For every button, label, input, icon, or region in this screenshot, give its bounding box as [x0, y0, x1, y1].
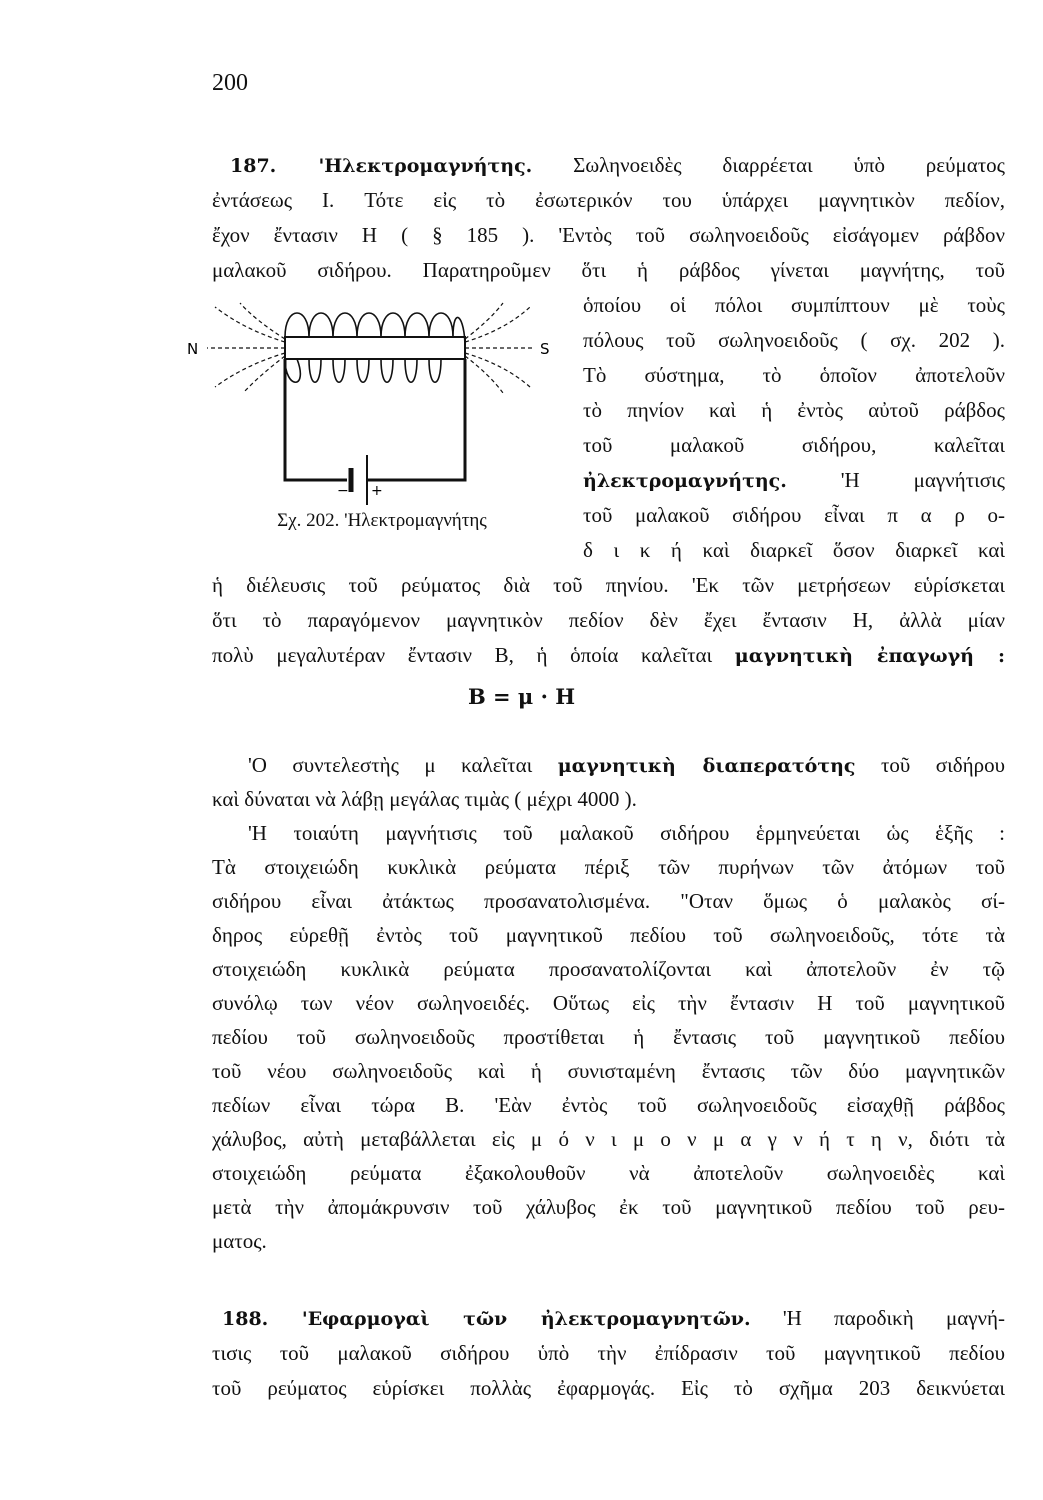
- text-segment: ματος.: [212, 1229, 267, 1253]
- text-line: [248, 816, 1005, 851]
- equation: B = μ · H: [467, 684, 576, 709]
- text-line: [583, 393, 1005, 428]
- text-line: [230, 148, 1005, 183]
- text-segment: πόλους τοῦ σωληνοειδοῦς ( σχ. 202 ).: [583, 328, 1005, 352]
- text-segment: μετὰ τὴν ἀπομάκρυνσιν τοῦ χάλυβος ἐκ τοῦ μαγνητικοῦ πεδίου τοῦ ρευ-: [212, 1195, 1005, 1219]
- bold-heading-text: ἠλεκτρομαγνήτης.: [583, 470, 787, 492]
- text-line: [212, 1224, 1005, 1259]
- text-segment: ἡ διέλευσις τοῦ ρεύματος διὰ τοῦ πηνίου. 'Εκ τῶν μετρήσεων εὑρίσκεται: [212, 573, 1005, 597]
- bold-heading-text: μαγνητικὴ διαπερατότης: [557, 755, 856, 777]
- text-line: [583, 358, 1005, 393]
- text-segment: ὅτι τὸ παραγόμενον μαγνητικὸν πεδίον δὲν ἔχει ἔντασιν H, ἀλλὰ μίαν: [212, 608, 1005, 632]
- text-line: [212, 568, 1005, 603]
- text-segment: στοιχειώδη ρεύματα ἐξακολουθοῦν νὰ ἀποτελοῦν σωληνοειδὲς καὶ: [212, 1161, 1005, 1185]
- text-segment: 'Η παροδικὴ μαγνή-: [750, 1306, 1005, 1330]
- text-line: [583, 288, 1005, 323]
- south-label: S: [540, 340, 550, 358]
- text-segment: Τὸ σύστημα, τὸ ὁποῖον ἀποτελοῦν: [583, 363, 1005, 387]
- text-segment: 'Ο συντελεστὴς μ καλεῖται: [248, 753, 558, 777]
- text-line: [583, 533, 1005, 568]
- text-segment: στοιχειώδη κυκλικὰ ρεύματα προσανατολίζονται καὶ ἀποτελοῦν ἐν τῷ: [212, 957, 1005, 981]
- text-segment: δ ι κ ή καὶ διαρκεῖ ὅσον διαρκεῖ καὶ: [583, 538, 1005, 562]
- text-line: [212, 1336, 1005, 1371]
- minus-label: −: [337, 483, 349, 499]
- text-line: [212, 1190, 1005, 1225]
- text-segment: ἔχον ἔντασιν H ( § 185 ). 'Εντὸς τοῦ σωληνοειδοῦς εἰσάγομεν ράβδον: [212, 223, 1005, 247]
- text-segment: πολὺ μεγαλυτέραν ἔντασιν B, ἡ ὁποία καλεῖται: [212, 643, 735, 667]
- text-line: [212, 1020, 1005, 1055]
- text-segment: συνόλῳ των νέον σωληνοειδές. Οὕτως εἰς τὴν ἔντασιν H τοῦ μαγνητικοῦ: [212, 991, 1005, 1015]
- text-line: [212, 638, 1005, 673]
- text-segment: Σωληνοειδὲς διαρρέεται ὑπὸ ρεύματος: [532, 153, 1005, 177]
- north-label: N: [187, 340, 199, 358]
- text-line: [248, 748, 1005, 783]
- text-segment: τοῦ ρεύματος εὑρίσκει πολλὰς ἐφαρμογάς. Εἰς τὸ σχῆμα 203 δεικνύεται: [212, 1376, 1005, 1400]
- text-line: [583, 323, 1005, 358]
- text-line: [212, 1088, 1005, 1123]
- text-segment: μαλακοῦ σιδήρου. Παρατηροῦμεν ὅτι ἡ ράβδος γίνεται μαγνήτης, τοῦ: [212, 258, 1005, 282]
- text-segment: τοῦ μαλακοῦ σιδήρου, καλεῖται: [583, 433, 1005, 457]
- plus-label: +: [371, 483, 383, 499]
- text-segment: τοῦ νέου σωληνοειδοῦς καὶ ἡ συνισταμένη ἔντασις τῶν δύο μαγνητικῶν: [212, 1059, 1005, 1083]
- bold-heading-text: 187. 'Ηλεκτρομαγνήτης.: [230, 155, 533, 177]
- text-segment: ἐντάσεως I. Τότε εἰς τὸ ἐσωτερικόν του ὑπάρχει μαγνητικὸν πεδίον,: [212, 188, 1005, 212]
- electromagnet-figure: [185, 295, 555, 510]
- text-segment: Τὰ στοιχειώδη κυκλικὰ ρεύματα πέριξ τῶν πυρήνων τῶν ἀτόμων τοῦ: [212, 855, 1005, 879]
- text-line: [583, 428, 1005, 463]
- text-line: [222, 1301, 1005, 1336]
- text-line: [212, 183, 1005, 218]
- text-segment: 'Η τοιαύτη μαγνήτισις τοῦ μαλακοῦ σιδήρου ἑρμηνεύεται ὡς ἑξῆς :: [248, 821, 1005, 845]
- text-line: [212, 986, 1005, 1021]
- text-line: [212, 1122, 1005, 1157]
- text-line: [212, 603, 1005, 638]
- circuit-wires: [285, 359, 465, 480]
- field-lines: [207, 303, 535, 393]
- text-line: [212, 218, 1005, 253]
- text-segment: τοῦ μαλακοῦ σιδήρου εἶναι π α ρ ο-: [583, 503, 1005, 527]
- coil-windings: [285, 313, 465, 382]
- bold-heading-text: 188. 'Εφαρμογαὶ τῶν ἠλεκτρομαγνητῶν.: [222, 1308, 751, 1330]
- text-segment: τοῦ σιδήρου: [855, 753, 1005, 777]
- text-segment: πεδίου τοῦ σωληνοειδοῦς προστίθεται ἡ ἔντασις τοῦ μαγνητικοῦ πεδίου: [212, 1025, 1005, 1049]
- text-line: [583, 463, 1005, 498]
- text-line: [212, 850, 1005, 885]
- text-line: [212, 1156, 1005, 1191]
- page-number: 200: [212, 70, 248, 96]
- text-segment: δηρος εὑρεθῇ ἐντὸς τοῦ μαγνητικοῦ πεδίου τοῦ σωληνοειδοῦς, τότε τὰ: [212, 923, 1005, 947]
- text-segment: τὸ πηνίον καὶ ἡ ἐντὸς αὐτοῦ ράβδος: [583, 398, 1005, 422]
- text-segment: καὶ δύναται νὰ λάβῃ μεγάλας τιμὰς ( μέχρι 4000 ).: [212, 787, 637, 811]
- text-line: [212, 1054, 1005, 1089]
- text-line: [212, 952, 1005, 987]
- text-segment: πεδίων εἶναι τώρα B. 'Εὰν ἐντὸς τοῦ σωληνοειδοῦς εἰσαχθῇ ράβδος: [212, 1093, 1005, 1117]
- bold-heading-text: μαγνητικὴ ἐπαγωγή :: [734, 645, 1005, 667]
- text-line: [212, 918, 1005, 953]
- text-line: [212, 1371, 1005, 1406]
- text-segment: τισις τοῦ μαλακοῦ σιδήρου ὑπὸ τὴν ἐπίδρασιν τοῦ μαγνητικοῦ πεδίου: [212, 1341, 1005, 1365]
- text-line: [212, 782, 1005, 817]
- iron-core: [285, 337, 465, 359]
- text-segment: 'Η μαγνήτισις: [786, 468, 1005, 492]
- figure-caption: Σχ. 202. 'Ηλεκτρομαγνήτης: [277, 510, 487, 531]
- text-segment: χάλυβος, αὐτὴ μεταβάλλεται εἰς μ ό ν ι μ ο ν μ α γ ν ή τ η ν, διότι τὰ: [212, 1127, 1005, 1151]
- text-segment: σιδήρου εἶναι ἀτάκτως προσανατολισμένα. "Οταν ὅμως ὁ μαλακὸς σί-: [212, 889, 1005, 913]
- text-line: [212, 884, 1005, 919]
- text-line: [583, 498, 1005, 533]
- text-line: [212, 253, 1005, 288]
- text-segment: ὁποίου οἱ πόλοι συμπίπτουν μὲ τοὺς: [583, 293, 1005, 317]
